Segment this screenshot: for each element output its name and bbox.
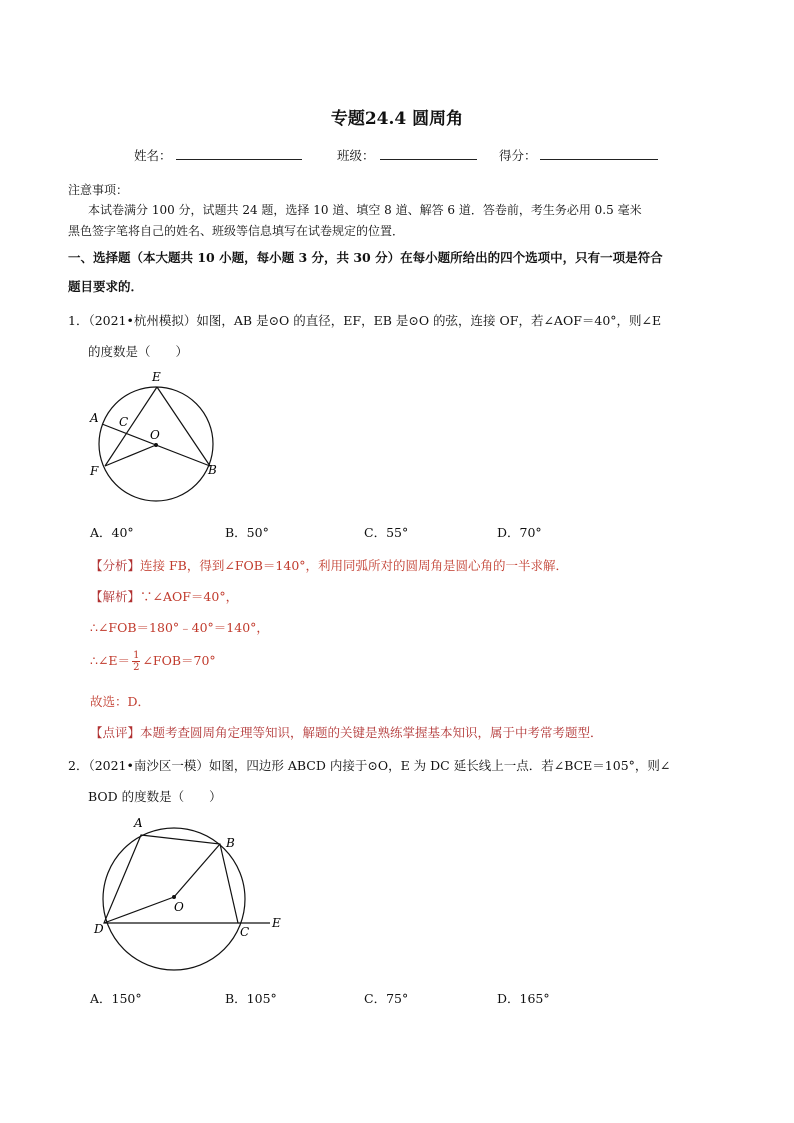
q1-analysis <box>90 556 568 574</box>
q1-label-f: F <box>90 464 99 478</box>
class-field[interactable] <box>380 145 477 160</box>
q2-label-o: O <box>174 900 184 914</box>
q1-label-b: B <box>208 463 217 477</box>
q1-solution-step-2 <box>90 650 216 673</box>
q1-comment <box>90 723 603 741</box>
q2-label-b: B <box>226 836 235 850</box>
fraction-one-half <box>132 650 140 673</box>
q1-label-c: C <box>119 415 129 429</box>
q1-answer: 故选：D． <box>90 694 151 709</box>
q1-label-o: O <box>150 428 160 442</box>
q2-option-b[interactable]: B．105° <box>225 991 277 1006</box>
q1-option-c[interactable]: C．55° <box>364 525 409 540</box>
q2-stem-line-2: BOD 的度数是（ ） <box>88 789 222 804</box>
q1-stem-line-1: 1．（2021•杭州模拟）如图，AB 是⊙O 的直径，EF，EB 是⊙O 的弦，连接 OF，若∠AOF＝40°，则∠E <box>68 313 662 328</box>
q1-solution <box>90 587 238 605</box>
q2-stem-line-1: 2．（2021•南沙区一模）如图，四边形 ABCD 内接于⊙O，E 为 DC 延长线上一点．若∠BCE＝105°，则∠ <box>68 758 671 773</box>
solution-tag: 【解析】 <box>90 589 141 604</box>
q2-option-d[interactable]: D．165° <box>497 991 550 1006</box>
q1-option-b[interactable]: B．50° <box>225 525 269 540</box>
q1-stem-line-2: 的度数是（ ） <box>88 344 189 359</box>
q1-label-e: E <box>152 370 161 384</box>
class-label: 班级： <box>337 148 375 163</box>
q2-label-e: E <box>272 916 281 930</box>
analysis-tag: 【分析】 <box>90 558 141 573</box>
section-heading-line-2: 题目要求的． <box>68 279 144 294</box>
analysis-text: 连接 FB，得到∠FOB＝140°，利用同弧所对的圆周角是圆心角的一半求解． <box>140 558 569 573</box>
q2-option-a[interactable]: A．150° <box>90 991 142 1006</box>
q1-solution-step-1: ∴∠FOB＝180°﹣40°＝140°， <box>90 620 269 635</box>
fraction-numerator: 1 <box>133 650 140 661</box>
q1-option-d[interactable]: D．70° <box>497 525 542 540</box>
page-title: 专题24.4 圆周角 <box>330 109 464 129</box>
comment-tag: 【点评】 <box>90 725 141 740</box>
step2-prefix: ∴∠E＝ <box>90 653 131 668</box>
score-field[interactable] <box>540 145 658 160</box>
notice-heading: 注意事项： <box>68 183 129 197</box>
solution-text: ∵∠AOF＝40°， <box>140 589 239 604</box>
section-heading-line-1: 一、选择题（本大题共 10 小题，每小题 3 分，共 30 分）在每小题所给出的四个选项中，只有一项是符合 <box>68 250 663 265</box>
score-label: 得分： <box>499 148 537 163</box>
name-label: 姓名： <box>134 148 172 163</box>
comment-text: 本题考查圆周角定理等知识，解题的关键是熟练掌握基本知识，属于中考常考题型． <box>140 725 603 740</box>
fraction-denominator: 2 <box>133 662 140 673</box>
q1-circle-figure <box>84 368 234 510</box>
q2-option-c[interactable]: C．75° <box>364 991 409 1006</box>
q1-label-a: A <box>90 411 99 425</box>
q2-label-c: C <box>240 925 250 939</box>
step2-suffix: ∠FOB＝70° <box>142 653 216 668</box>
q2-label-d: D <box>94 922 104 936</box>
q2-circle-figure <box>88 815 288 987</box>
notice-line-2: 黑色签字笔将自己的姓名、班级等信息填写在试卷规定的位置． <box>68 224 405 238</box>
notice-line-1: 本试卷满分 100 分，试题共 24 题，选择 10 道、填空 8 道、解答 6 道．答卷前，考生务必用 0.5 毫米 <box>88 203 642 217</box>
name-field[interactable] <box>176 145 302 160</box>
q2-label-a: A <box>134 816 143 830</box>
q1-option-a[interactable]: A．40° <box>90 525 134 540</box>
